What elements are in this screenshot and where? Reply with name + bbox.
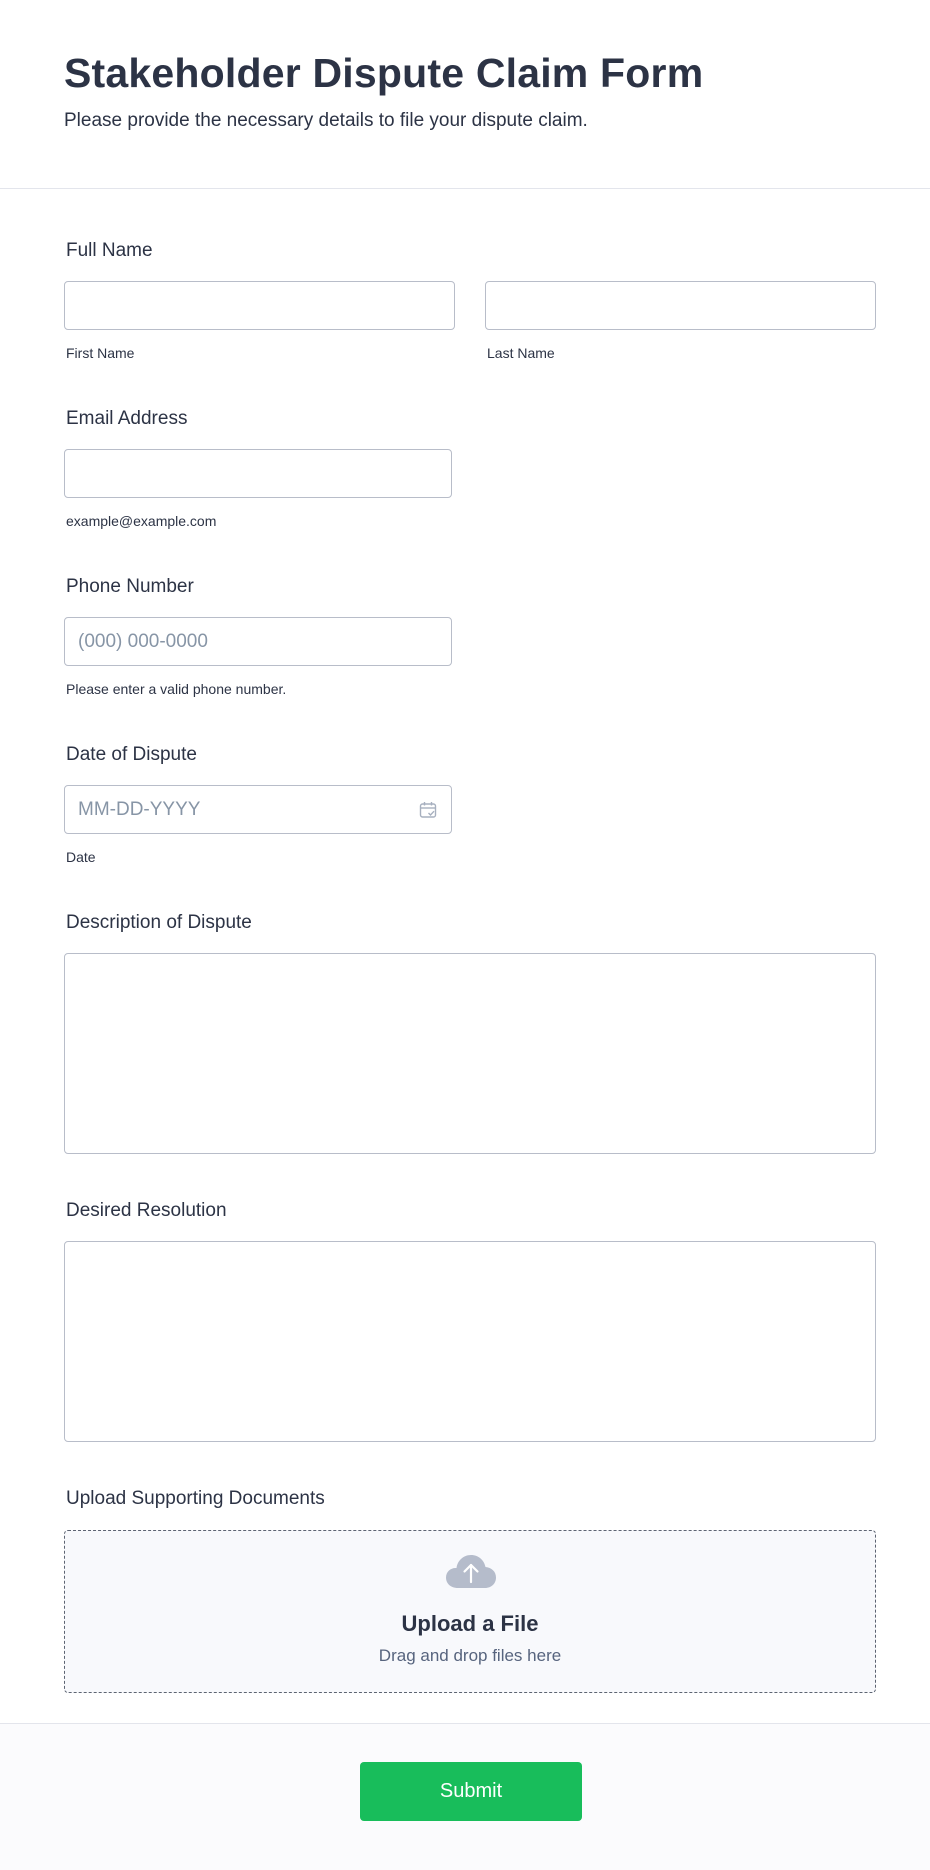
resolution-textarea[interactable] [64, 1241, 876, 1442]
cloud-upload-icon [446, 1555, 496, 1589]
email-sublabel: example@example.com [66, 513, 217, 529]
description-textarea[interactable] [64, 953, 876, 1154]
last-name-input[interactable] [485, 281, 876, 330]
full-name-label: Full Name [66, 240, 153, 261]
phone-label: Phone Number [66, 576, 194, 597]
form-header [0, 0, 930, 189]
first-name-sublabel: First Name [66, 345, 135, 361]
email-input[interactable] [64, 449, 452, 498]
file-upload-dropzone[interactable] [64, 1530, 876, 1693]
phone-sublabel: Please enter a valid phone number. [66, 681, 287, 697]
upload-title: Upload a File [401, 1611, 539, 1636]
description-label: Description of Dispute [66, 912, 252, 933]
calendar-icon[interactable] [418, 800, 438, 820]
email-label: Email Address [66, 408, 188, 429]
date-label: Date of Dispute [66, 744, 197, 765]
date-input[interactable] [64, 785, 452, 834]
date-placeholder: MM-DD-YYYY [78, 798, 201, 820]
upload-label: Upload Supporting Documents [66, 1488, 325, 1509]
submit-button[interactable]: Submit [360, 1762, 582, 1821]
page-subtitle: Please provide the necessary details to file your dispute claim. [64, 110, 588, 131]
resolution-label: Desired Resolution [66, 1200, 227, 1221]
phone-input[interactable]: (000) 000-0000 [64, 617, 452, 666]
page-title: Stakeholder Dispute Claim Form [64, 50, 704, 96]
form-footer [0, 1723, 930, 1870]
first-name-input[interactable] [64, 281, 455, 330]
upload-subtitle: Drag and drop files here [378, 1646, 562, 1665]
last-name-sublabel: Last Name [487, 345, 555, 361]
date-sublabel: Date [66, 849, 96, 865]
